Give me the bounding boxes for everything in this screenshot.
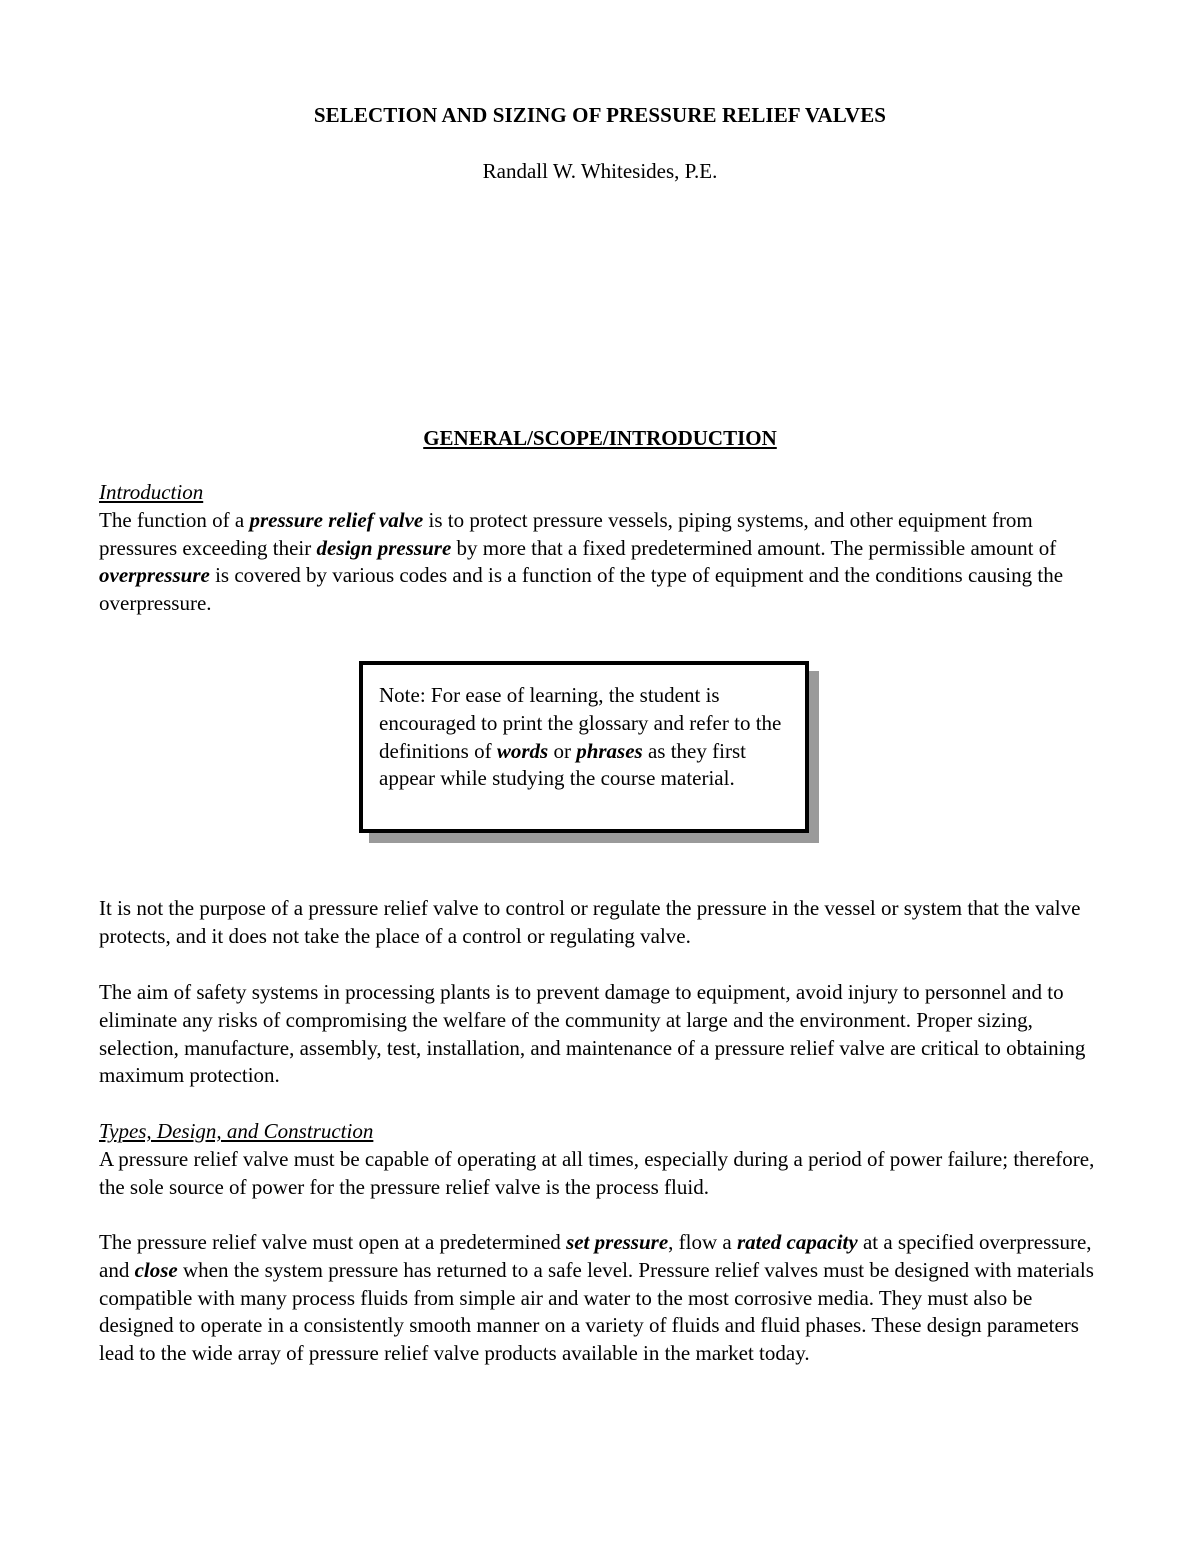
paragraph-purpose: It is not the purpose of a pressure relief valve to control or regulate the pressure in the vessel or system that the valve protects, and it does not take the place of a control or regulating valve. <box>99 896 1081 948</box>
intro-text-c: by more that a fixed predetermined amount. The permissible amount of <box>451 535 1057 560</box>
term-pressure-relief-valve: pressure relief valve <box>249 507 424 532</box>
intro-subheading: Introduction <box>99 480 204 504</box>
types-block <box>99 1118 1109 1201</box>
term-close: close <box>134 1257 178 1282</box>
types-paragraph-power: A pressure relief valve must be capable of operating at all times, especially during a period of power failure; therefore, the sole source of power for the pressure relief valve is the process fluid. <box>99 1146 1095 1199</box>
section-heading: GENERAL/SCOPE/INTRODUCTION <box>423 426 777 450</box>
term-phrases: phrases <box>576 738 643 763</box>
intro-text-a: The function of a <box>99 507 250 532</box>
intro-text-d: is covered by various codes and is a function of the type of equipment and the conditions causing the overpressure. <box>99 563 1064 616</box>
term-rated-capacity: rated capacity <box>736 1230 858 1254</box>
note-text <box>379 682 799 793</box>
note-text-c: as they first appear while studying the course material. <box>379 738 746 791</box>
p5-text-a: The pressure relief valve must open at a predetermined <box>99 1230 567 1254</box>
p5-text-d: when the system pressure has returned to a safe level. Pressure relief valves must be designed with materials compatible with many process fluids from simple air and water to the most corrosive media. They must also be designed to operate in a consistently smooth manner on a variety of fluids and fluid phases. These design parameters lead to the wide array of pressure relief valve products available in the market today. <box>99 1257 1094 1366</box>
term-design-pressure: design pressure <box>316 535 452 560</box>
p5-text-c: at a specified overpressure, and <box>99 1230 1092 1282</box>
note-text-a: Note: For ease of learning, the student is encouraged to print the glossary and refer to the definitions of <box>379 683 782 763</box>
intro-text-b: is to protect pressure vessels, piping systems, and other equipment from pressures exceeding their <box>99 507 1033 560</box>
paragraph-safety-systems: The aim of safety systems in processing plants is to prevent damage to equipment, avoid injury to personnel and to eliminate any risks of compromising the welfare of the community at large and the environment. Proper sizing, selection, manufacture, assembly, test, installation, and maintenance of a pressure relief valve are critical to obtaining maximum protection. <box>99 980 1086 1088</box>
note-text-b: or <box>548 738 577 763</box>
document-author: Randall W. Whitesides, P.E. <box>482 159 718 183</box>
intro-paragraph <box>99 508 1063 615</box>
term-set-pressure: set pressure <box>566 1230 669 1254</box>
paragraph-set-pressure <box>99 1229 1109 1368</box>
intro-block <box>99 479 1109 618</box>
p5-text-b: , flow a <box>668 1230 737 1254</box>
document-title: SELECTION AND SIZING OF PRESSURE RELIEF VALVES <box>313 103 887 127</box>
term-overpressure: overpressure <box>99 563 210 588</box>
note-box <box>359 661 809 833</box>
types-subheading: Types, Design, and Construction <box>99 1119 374 1143</box>
term-words: words <box>496 738 549 763</box>
